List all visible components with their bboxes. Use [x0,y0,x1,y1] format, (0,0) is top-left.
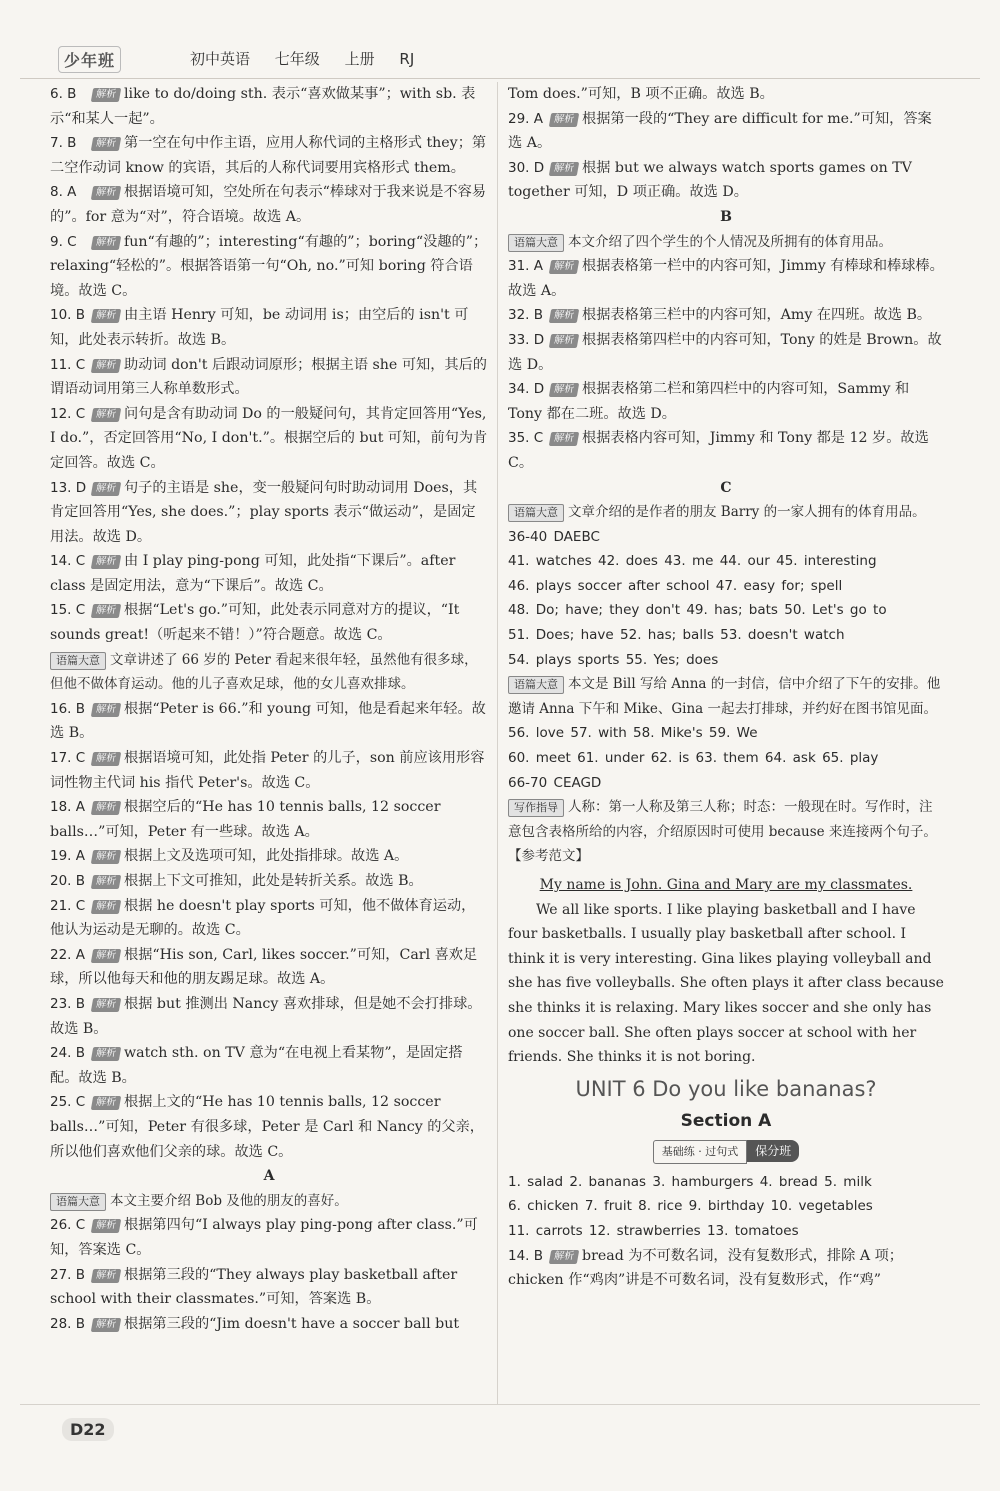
question-text: fun“有趣的”；interesting“有趣的”；boring“没趣的”；relaxing“轻松的”。根据答语第一句“Oh, no.”可知 boring 符合语境。故选 C。 [50,233,488,299]
question-number: 13. D [50,479,87,496]
question-number: 24. B [50,1045,86,1062]
question-text: 根据语境可知，空处所在句表示“棒球对于我来说是不容易的”。for 意为“对”，符合语境。故选 A。 [50,184,486,225]
question-number: 22. A [50,946,85,963]
question-text: 由主语 Henry 可知，be 动词用 is；由空后的 isn't 可知，此处表示转折。故选 B。 [50,307,469,348]
passage-summary [508,500,944,525]
analysis-badge: 解析 [549,309,579,323]
question-number: 7. B [50,135,77,152]
question-text: 根据“Let's go.”可知，此处表示同意对方的提议，“It sounds great!（听起来不错！）”符合题意。故选 C。 [50,602,460,644]
question-14 [508,1244,944,1293]
question-text: watch sth. on TV 意为“在电视上看某物”，是固定搭配。故选 B。 [50,1045,463,1086]
summary-label: 语篇大意 [50,652,106,670]
question-number: 14. C [50,553,86,570]
question-item [508,254,944,303]
volume: 上册 [344,50,375,68]
column-divider [497,82,498,1404]
analysis-badge: 解析 [91,1219,121,1233]
question-item [50,1090,488,1164]
analysis-badge: 解析 [549,162,579,176]
question-item [508,156,944,205]
question-item [50,992,488,1041]
continued-text: Tom does.”可知，B 项不正确。故选 B。 [508,86,774,102]
question-item [50,1312,488,1337]
question-text: 根据上文及选项可知，此处指排球。故选 A。 [124,848,409,865]
analysis-badge: 解析 [91,482,121,496]
answer-line: 48. Do; have; they don't 49. has; bats 50. Let's go to [508,602,887,619]
answer-line: 1. salad 2. bananas 3. hamburgers 4. bread 5. milk [508,1173,872,1190]
analysis-badge: 解析 [91,309,121,323]
question-item [508,107,944,156]
question-text: 根据表格内容可知，Jimmy 和 Tony 都是 12 岁。故选 C。 [508,430,929,471]
answer-line: 36-40 DAEBC [508,528,600,545]
answer-line: 51. Does; have 52. has; balls 53. doesn't watch [508,627,845,644]
analysis-badge: 解析 [91,88,121,102]
question-number: 30. D [508,159,545,176]
question-text: 根据上下文可推知，此处是转折关系。故选 B。 [124,873,423,889]
answers-c [508,525,944,673]
question-text: 根据第三段的“Jim doesn't have a soccer ball but [124,1315,460,1332]
passage-heading: A [263,1168,275,1185]
question-text: 根据 but 推测出 Nancy 喜欢排球，但是她不会打排球。故选 B。 [50,995,482,1037]
question-item [508,303,944,328]
question-item [50,476,488,550]
subject: 初中英语 [190,50,251,68]
question-number: 15. C [50,602,86,619]
analysis-badge: 解析 [549,432,579,446]
question-number: 28. B [50,1315,86,1332]
analysis-badge: 解析 [91,801,121,815]
answer-line: 41. watches 42. does 43. me 44. our 45. interesting [508,553,877,570]
question-text: 第一空在句中作主语，应用人称代词的主格形式 they；第二空作动词 know 的宾语，其后的人称代词要用宾格形式 them。 [50,135,487,176]
answer-line: 60. meet 61. under 62. is 63. them 64. ask 65. play [508,750,879,767]
brand-logo: 少年班 [58,46,121,73]
question-text: 根据表格第一栏中的内容可知，Jimmy 有棒球和棒球棒。故选 A。 [508,258,944,299]
right-top-block [508,82,944,525]
tag-level: 保分班 [747,1140,799,1162]
grade: 七年级 [274,50,320,68]
analysis-badge: 解析 [91,850,121,864]
question-item [508,377,944,426]
question-text: 根据空后的“He has 10 tennis balls, 12 soccer balls…”可知，Peter 有一些球。故选 A。 [50,799,441,840]
question-text: like to do/doing sth. 表示“喜欢做某事”；with sb. 表示“和某人一起”。 [50,86,476,127]
question-text: 问句是含有助动词 Do 的一般疑问句，其肯定回答用“Yes, I do.”，否定回答用“No, I don't.”。根据空后的 but 可知，前句为肯定回答。故选 C。 [50,405,488,471]
analysis-badge: 解析 [91,752,121,766]
question-item [50,131,488,180]
question-number: 17. C [50,750,86,767]
question-item [50,746,488,795]
page-header [0,0,1000,82]
analysis-badge: 解析 [91,408,121,422]
question-text: 根据“Peter is 66.”和 young 可知，他是看起来年轻。故选 B。 [50,700,486,742]
analysis-badge: 解析 [91,1318,121,1332]
passage-summary [50,1189,488,1214]
question-item [50,844,488,869]
question-number: 34. D [508,381,545,398]
writing-guide-text: 人称：第一人称及第三人称；时态：一般现在时。写作时，注意包含表格所给的内容，介绍原因时可使用 because 来连接两个句子。 [508,799,937,840]
analysis-badge: 解析 [91,186,121,200]
essay-title: My name is John. Gina and Mary are my classmates. [539,877,913,893]
question-number: 11. C [50,356,86,373]
passage-heading: C [720,479,732,496]
question-number: 21. C [50,897,86,914]
question-item [50,303,488,352]
right-column [508,82,944,1293]
tag-basic: 基础练 · 过句式 [653,1140,748,1164]
analysis-badge: 解析 [549,260,579,274]
edition: RJ [399,50,415,68]
passage-summary [50,648,488,697]
summary-text: 文章介绍的是作者的朋友 Barry 的一家人拥有的体育用品。 [568,504,926,521]
analysis-badge: 解析 [91,1269,121,1283]
question-text: 根据第三段的“They always play basketball after school with their classmates.”可知，答案选 B。 [50,1266,458,1308]
essay-body: We all like sports. I like playing basketball and I have four basketballs. I usually play basketball after school. I think it is very interesting. Gina likes playing volleyball and she has five volleyballs. She often plays it after class because she thinks it is relaxing. Mary likes soccer and she only has one soccer ball. She often plays soccer at school with her friends. She thinks it is not boring. [508,901,944,1066]
page-number: D22 [62,1418,114,1441]
analysis-badge: 解析 [549,1250,579,1264]
header-info [190,48,434,69]
unit-title: UNIT 6 Do you like bananas? [575,1076,877,1101]
analysis-badge: 解析 [91,949,121,963]
question-item [50,1263,488,1312]
question-number: 31. A [508,258,543,275]
question-item [50,1213,488,1262]
question-number: 14. B [508,1247,544,1264]
analysis-badge: 解析 [91,555,121,569]
question-text: 根据 but we always watch sports games on TV together 可知，D 项正确。故选 D。 [508,159,912,201]
question-text: 根据语境可知，此处指 Peter 的儿子，son 前应该用形容词性物主代词 his 指代 Peter's。故选 C。 [50,750,485,791]
question-item [50,402,488,476]
writing-guide-label: 写作指导 [508,799,564,817]
question-text: 句子的主语是 she，变一般疑问句时助动词用 Does，其肯定回答用“Yes, she does.”；play sports 表示“做运动”，是固定用法。故选 D。 [50,479,478,545]
question-number: 12. C [50,405,86,422]
question-item [50,869,488,894]
analysis-badge: 解析 [549,383,579,397]
question-item [50,1041,488,1090]
question-item [50,943,488,992]
question-item [50,894,488,943]
question-text: bread 为不可数名词，没有复数形式，排除 A 项；chicken 作“鸡肉”讲是不可数名词，没有复数形式，作“鸡” [508,1247,903,1289]
answers-section-a [508,1170,944,1244]
question-number: 26. C [50,1217,86,1234]
question-number: 29. A [508,110,543,127]
question-number: 8. A [50,184,77,201]
question-item [50,82,488,131]
practice-tag [508,1140,944,1164]
summary-label: 语篇大意 [508,504,564,522]
question-text: 根据上文的“He has 10 tennis balls, 12 soccer balls…”可知，Peter 有很多球，Peter 是 Carl 和 Nancy 的父亲，所以他们喜欢他们父亲的球。故选 C。 [50,1094,484,1160]
answers-d [508,721,944,795]
writing-guide [508,795,944,844]
question-number: 16. B [50,700,86,717]
answer-line: 54. plays sports 55. Yes; does [508,651,719,668]
question-number: 23. B [50,995,86,1012]
analysis-badge: 解析 [549,113,579,127]
question-text: 根据表格第二栏和第四栏中的内容可知，Sammy 和 Tony 都在二班。故选 D。 [508,381,910,422]
answer-line: 6. chicken 7. fruit 8. rice 9. birthday 10. vegetables [508,1198,873,1215]
analysis-badge: 解析 [91,359,121,373]
answer-line: 56. love 57. with 58. Mike's 59. We [508,725,758,742]
question-text: 由 I play ping-pong 可知，此处指“下课后”。after class 是固定用法，意为“下课后”。故选 C。 [50,553,456,594]
analysis-badge: 解析 [549,334,579,348]
question-item [50,180,488,229]
question-text: 根据表格第四栏中的内容可知，Tony 的姓是 Brown。故选 D。 [508,331,942,373]
passage-heading: B [720,208,732,225]
question-item [50,697,488,746]
question-number: 25. C [50,1094,86,1111]
summary-label: 语篇大意 [508,234,564,252]
summary-label: 语篇大意 [508,676,564,694]
question-number: 35. C [508,430,544,447]
left-column [50,82,488,1336]
question-number: 20. B [50,873,86,889]
summary-label: 语篇大意 [50,1193,106,1211]
summary-text: 本文是 Bill 写给 Anna 的一封信，信中介绍了下午的安排。他邀请 Anna 下午和 Mike、Gina 一起去打排球，并约好在图书馆见面。 [508,676,941,717]
question-number: 10. B [50,307,86,324]
footer-rule [20,1404,980,1405]
answer-line: 66-70 CEAGD [508,774,602,791]
analysis-badge: 解析 [91,875,121,889]
question-number: 19. A [50,848,85,865]
passage-summary [508,230,944,255]
answer-line: 11. carrots 12. strawberries 13. tomatoes [508,1222,799,1239]
question-item [50,598,488,647]
question-number: 27. B [50,1266,86,1283]
question-item [50,353,488,402]
analysis-badge: 解析 [91,604,121,618]
analysis-badge: 解析 [91,1047,121,1061]
section-title: Section A [680,1110,772,1131]
question-item [50,795,488,844]
analysis-badge: 解析 [91,1096,121,1110]
summary-text: 本文介绍了四个学生的个人情况及所拥有的体育用品。 [568,233,892,250]
question-item [50,230,488,304]
summary-text: 本文主要介绍 Bob 及他的朋友的喜好。 [110,1192,348,1209]
question-item [50,549,488,598]
analysis-badge: 解析 [91,900,121,914]
question-number: 18. A [50,799,85,816]
analysis-badge: 解析 [91,137,121,151]
question-item [508,426,944,475]
analysis-badge: 解析 [91,703,121,717]
question-number: 32. B [508,307,544,324]
question-text: 根据第一段的“They are difficult for me.”可知，答案选 A。 [508,110,932,152]
question-text: 根据“His son, Carl, likes soccer.”可知，Carl 喜欢足球，所以他每天和他的朋友踢足球。故选 A。 [50,946,478,988]
header-rule [20,78,980,79]
question-text: 助动词 don't 后跟动词原形；根据主语 she 可知，其后的谓语动词用第三人称单数形式。 [50,356,487,398]
question-text: 根据 he doesn't play sports 可知，他不做体育运动，他认为运动是无聊的。故选 C。 [50,897,476,939]
question-item [508,328,944,377]
question-text: 根据表格第三栏中的内容可知，Amy 在四班。故选 B。 [582,307,932,324]
sample-label: 【参考范文】 [508,848,589,865]
question-number: 9. C [50,233,77,250]
summary-text: 文章讲述了 66 岁的 Peter 看起来很年轻，虽然他有很多球，但他不做体育运动。他的儿子喜欢足球，他的女儿喜欢排球。 [50,651,478,693]
answer-line: 46. plays soccer after school 47. easy for; spell [508,577,843,594]
analysis-badge: 解析 [91,236,121,250]
question-text: 根据第四句“I always play ping-pong after class.”可知，答案选 C。 [50,1217,478,1258]
passage-d-summary [508,672,944,721]
question-number: 33. D [508,331,545,348]
analysis-badge: 解析 [91,998,121,1012]
question-number: 6. B [50,86,77,102]
